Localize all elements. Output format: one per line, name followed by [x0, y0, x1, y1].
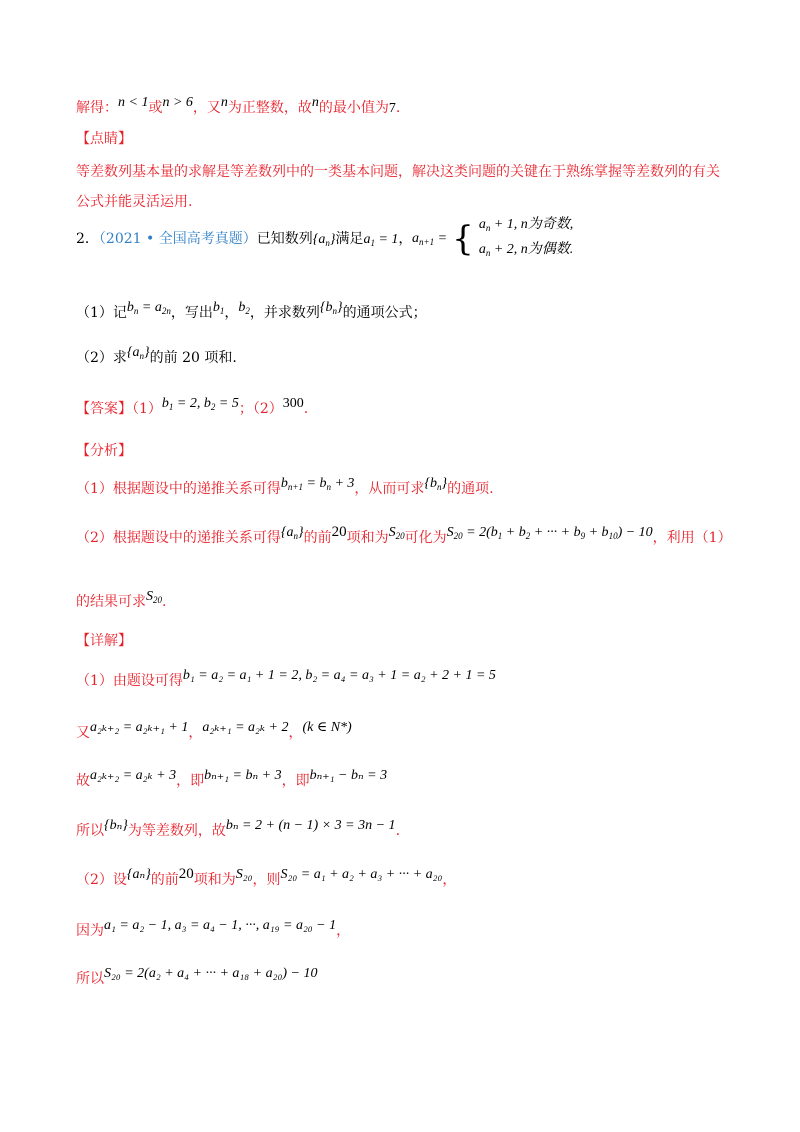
question-source: （2021 • 全国高考真题） — [98, 231, 257, 247]
text: 满足 — [335, 231, 364, 247]
math: $\{b_n\}$ — [319, 300, 343, 316]
math: a₂ₖ₊₂ = a₂ₖ + 3 — [90, 768, 177, 783]
math: $b_{n+1} = b_n + 3$ — [280, 476, 355, 492]
math: $\{a_n\}$ — [280, 525, 304, 541]
math: $S_{20}$ — [388, 525, 405, 541]
math: $a_{n+1}$ = — [412, 231, 448, 247]
detail-5: （2）设{aₙ}的前20项和为S₂₀，则S₂₀ = a₁ + a₂ + a₃ + ··· + a₂₀， — [76, 866, 457, 888]
math: S₂₀ — [235, 867, 253, 882]
brace-glyph: { — [452, 219, 474, 259]
math: $b_2$ — [238, 300, 250, 316]
detail-4: 所以{bₙ}为等差数列，故bₙ = 2 + (n − 1) × 3 = 3n − 1. — [76, 818, 401, 839]
piecewise-formula — [412, 214, 573, 264]
text: 解得： — [76, 100, 118, 116]
math: n > 6 — [162, 95, 193, 110]
text: ， — [398, 231, 413, 247]
solution-line — [76, 97, 400, 117]
detail-1: （1）由题设可得b₁ = a₂ = a₁ + 1 = 2, b₂ = a₄ = a₃ + 1 = a₂ + 2 + 1 = 5 — [76, 668, 496, 689]
math: {bₙ} — [104, 818, 128, 833]
math: a₂ₖ₊₁ = a₂ₖ + 2 — [202, 720, 289, 735]
math: $a_1 = 1$ — [363, 232, 399, 248]
math: b₁ = a₂ = a₁ + 1 = 2, b₂ = a₄ = a₃ + 1 = a₂ + 2 + 1 = 5 — [182, 668, 496, 683]
analysis-3: 的结果可求$S_{20}$. — [76, 589, 167, 610]
math: n < 1 — [118, 95, 149, 110]
paragraph: 公式并能灵活运用. — [76, 194, 193, 210]
math: $b_1 = 2$, $b_2 = 5$ — [161, 396, 239, 412]
math: n — [311, 95, 319, 110]
math: 7 — [388, 101, 396, 116]
math: (k ∈ N*) — [302, 720, 352, 735]
detail-6: 因为a₁ = a₂ − 1, a₃ = a₄ − 1, ···, a₁₉ = a₂₀ − 1， — [76, 918, 351, 939]
section-heading-fenxi: 【分析】 — [76, 443, 132, 459]
cases: $a_n + 1$, n为奇数, $a_n + 2$, n为偶数. — [478, 217, 574, 258]
text: 为正整数，故 — [227, 100, 312, 116]
math: bₙ₊₁ − bₙ = 3 — [309, 768, 388, 783]
text: 已知数列 — [256, 231, 313, 247]
analysis-2: （2）根据题设中的递推关系可得$\{a_n\}$的前20项和为$S_{20}$可化为$S_{20} = 2(b_1 + b_2$ + ··· + $b_9 + b_{10}) - 10$，利用（1） — [76, 524, 732, 546]
question-number: 2． — [76, 231, 99, 247]
math: S₂₀ = 2(a₂ + a₄ + ··· + a₁₈ + a₂₀) − 10 — [104, 966, 318, 981]
math: bₙ = 2 + (n − 1) × 3 = 3n − 1 — [225, 818, 396, 833]
detail-7: 所以S₂₀ = 2(a₂ + a₄ + ··· + a₁₈ + a₂₀) − 10 — [76, 966, 318, 987]
math: n — [220, 95, 228, 110]
paragraph: 等差数列基本量的求解是等差数列中的一类基本问题，解决这类问题的关键在于熟练掌握等差数列的有关 — [76, 164, 720, 180]
math: bₙ₊₁ = bₙ + 3 — [204, 768, 282, 783]
math: S₂₀ = a₁ + a₂ + a₃ + ··· + a₂₀ — [280, 867, 443, 882]
math: a₂ₖ₊₂ = a₂ₖ₊₁ + 1 — [90, 720, 189, 735]
math: $\{a_n\}$ — [312, 232, 336, 248]
detail-2: 又a₂ₖ₊₂ = a₂ₖ₊₁ + 1，a₂ₖ₊₁ = a₂ₖ + 2，(k ∈ N*) — [76, 720, 352, 741]
section-heading-xiangjie: 【详解】 — [76, 633, 132, 649]
answer-line: 【答案】$(1)b_1 = 2$, $b_2 = 5$；（2）300. — [76, 396, 309, 417]
math: $b_n = a_{2n}$ — [126, 300, 171, 316]
question-line — [76, 228, 412, 248]
math: 300 — [282, 396, 304, 411]
math: $S_{20} = 2(b_1 + b_2$ + ··· + $b_9 + b_{10}) - 10$ — [446, 525, 653, 541]
subquestion-2: （2）求$\{a_n\}$的前 20 项和. — [76, 345, 237, 366]
section-heading-dianjing: 【点睛】 — [76, 131, 132, 147]
text: 或 — [148, 100, 163, 116]
math: $S_{20}$ — [146, 589, 162, 605]
math: $\{b_n\}$ — [424, 476, 448, 492]
text: . — [395, 100, 401, 116]
math: $b_1$ — [212, 300, 225, 316]
subquestion-1: （1）记$b_n = a_{2n}$，写出$b_1$，$b_2$，并求数列$\{b_n\}$的通项公式； — [76, 300, 427, 321]
math: {aₙ} — [126, 867, 151, 882]
text: 的最小值为 — [318, 100, 389, 116]
analysis-1: （1）根据题设中的递推关系可得$b_{n+1} = b_n + 3$，从而可求$\{b_n\}$的通项. — [76, 476, 494, 497]
math: $\{a_n\}$ — [126, 345, 150, 361]
text: ，又 — [192, 100, 221, 116]
math: a₁ = a₂ − 1, a₃ = a₄ − 1, ···, a₁₉ = a₂₀ − 1 — [104, 918, 337, 933]
detail-3: 故a₂ₖ₊₂ = a₂ₖ + 3，即bₙ₊₁ = bₙ + 3，即bₙ₊₁ − bₙ = 3 — [76, 768, 388, 789]
